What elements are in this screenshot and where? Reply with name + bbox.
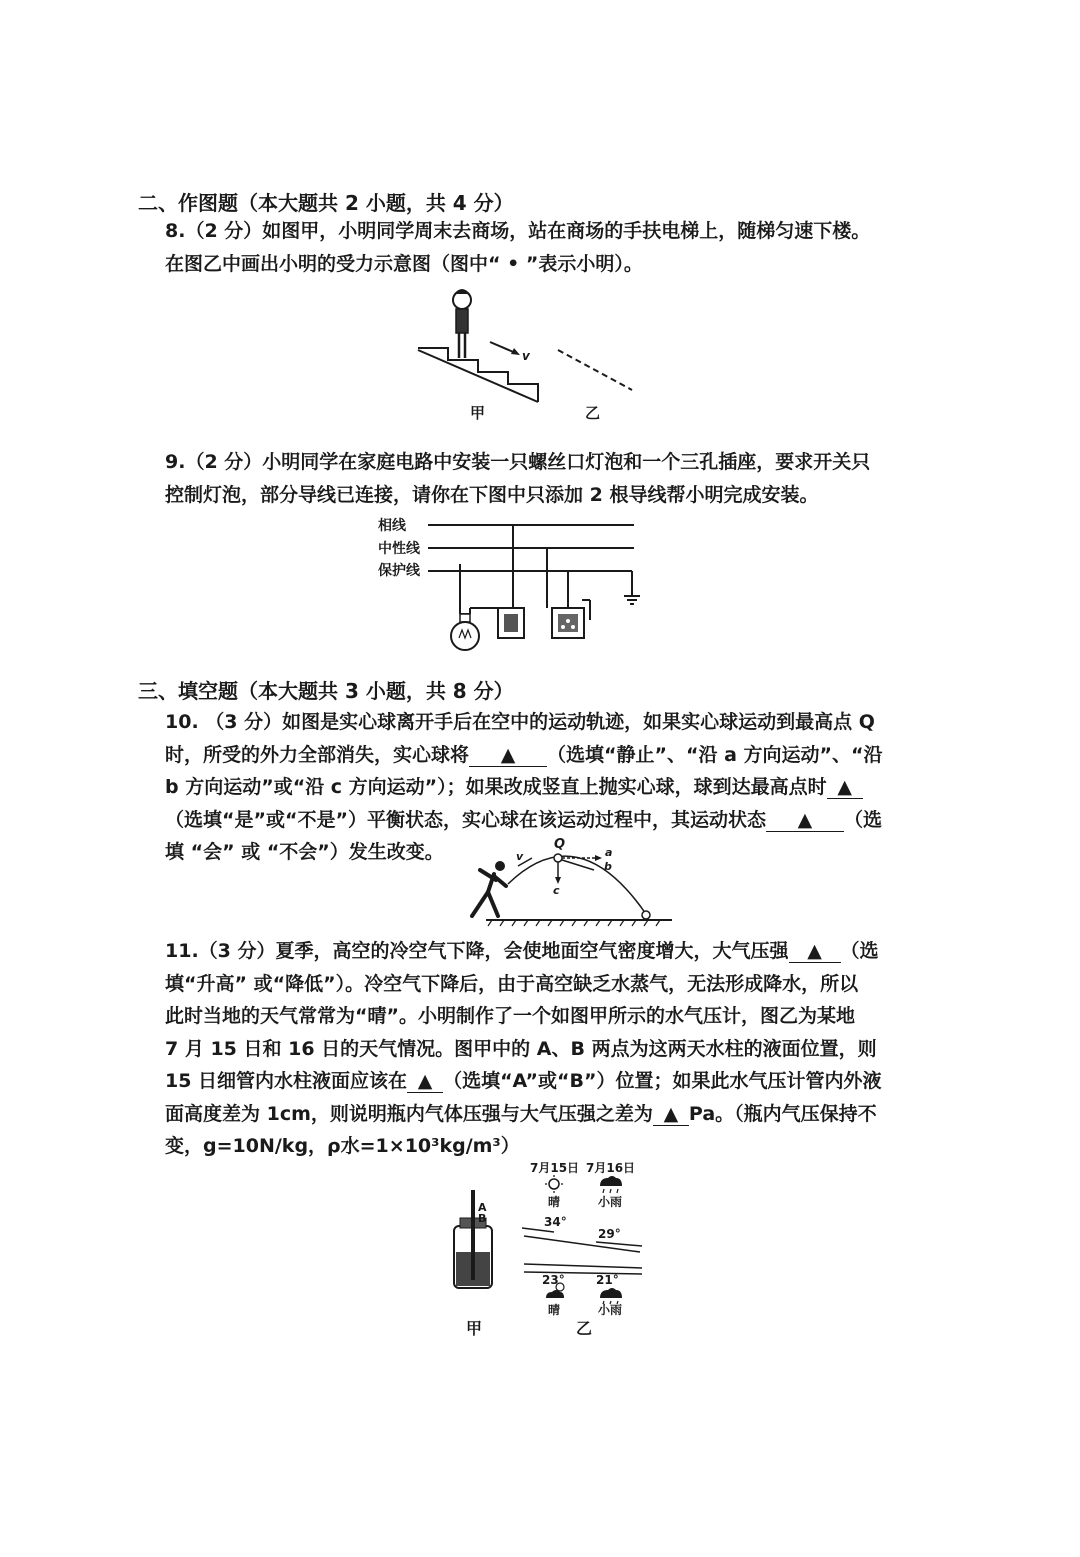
q11-line3: 此时当地的天气常常为“晴”。小明制作了一个如图甲所示的水气压计，图乙为某地 (165, 1005, 855, 1027)
q11-line5-text-b: （选填“A”或“B”）位置；如果此水气压计管内外液 (443, 1070, 882, 1092)
section-title-fill-in: 三、填空题（本大题共 3 小题，共 8 分） (138, 679, 514, 703)
high-temp-day1: 34° (544, 1215, 567, 1229)
ground-icon (624, 596, 640, 604)
q8-velocity-label: v (522, 349, 530, 363)
q10-line3-text: b 方向运动”或“沿 c 方向运动”）；如果改成竖直上抛实心球，球到达最高点时 (165, 776, 827, 798)
high-temp-day2: 29° (598, 1227, 621, 1241)
q11-line6-text-a: 面高度差为 1cm，则说明瓶内气体压强与大气压强之差为 (165, 1102, 653, 1125)
bulb-icon (451, 614, 479, 650)
ground-wire-label: 保护线 (378, 563, 420, 579)
q11-line6 (165, 1098, 890, 1131)
point-b-label: B (478, 1212, 487, 1225)
question-9 (165, 446, 890, 511)
question-8 (165, 215, 890, 280)
q9-line1: 9.（2 分）小明同学在家庭电路中安装一只螺丝口灯泡和一个三孔插座，要求开关只 (165, 451, 871, 473)
night-rain-icon (600, 1288, 622, 1304)
q11-blank-2[interactable]: ▲ (407, 1070, 443, 1093)
q11-line5-text-a: 15 日细管内水柱液面应该在 (165, 1070, 408, 1092)
q11-blank-3[interactable]: ▲ (653, 1103, 689, 1126)
q10-line1: 10. （3 分）如图是实心球离开手后在空中的运动轨迹，如果实心球运动到最高点 Q (165, 711, 875, 733)
q10-line4 (165, 804, 890, 837)
q10-line4-text-a: （选填“是”或“不是”）平衡状态，实心球在该运动过程中，其运动状态 (165, 808, 766, 831)
q9-circuit-figure (370, 512, 670, 667)
thrower-icon (472, 861, 506, 916)
section-title-drawing: 二、作图题（本大题共 2 小题，共 4 分） (138, 191, 514, 215)
date-july16: 7月16日 (586, 1161, 636, 1175)
q11-line2: 填“升高” 或“降低”）。冷空气下降后，由于高空缺乏水蒸气，无法形成降水，所以 (165, 972, 859, 995)
q8-label-jia: 甲 (470, 404, 486, 422)
q11-line5 (165, 1065, 890, 1098)
sun-icon (545, 1175, 563, 1193)
dir-a-label: a (605, 846, 613, 859)
q10-blank-2[interactable]: ▲ (827, 776, 863, 799)
point-a-label: A (478, 1201, 487, 1214)
q10-line2-text-b: （选填“静止”、“沿 a 方向运动”、“沿 (547, 743, 883, 766)
q10-line2-text-a: 时，所受的外力全部消失，实心球将 (165, 743, 470, 766)
q8-label-yi: 乙 (585, 404, 601, 422)
escalator-stairs (418, 348, 538, 398)
weather-day1: 晴 (548, 1195, 561, 1209)
weather-day2: 小雨 (598, 1195, 623, 1209)
rain-cloud-icon (600, 1176, 622, 1193)
q11-line7: 变，g=10N/kg，ρ水=1×10³kg/m³） (165, 1135, 520, 1157)
ball-at-q (554, 854, 562, 862)
ball-landing (642, 911, 650, 919)
person-xiaoming-icon (453, 289, 471, 358)
socket-icon (552, 608, 584, 638)
q10-line4-text-b: （选 (843, 808, 882, 831)
switch-icon (498, 608, 524, 638)
date-july15: 7月15日 (530, 1161, 580, 1175)
q11-label-jia: 甲 (466, 1319, 483, 1338)
q11-line1-text-b: （选 (840, 940, 879, 962)
question-11 (165, 935, 890, 1163)
q10-trajectory-figure (458, 836, 678, 928)
low-temp-day2: 21° (596, 1273, 619, 1287)
q11-blank-1[interactable]: ▲ (789, 940, 841, 963)
q9-line2: 控制灯泡，部分导线已连接，请你在下图中只添加 2 根导线帮小明完成安装。 (165, 483, 819, 506)
incline-dashed-line (558, 350, 632, 390)
dir-b-label: b (604, 860, 612, 873)
live-wire-label: 相线 (378, 518, 406, 534)
q10-line5: 填 “会” 或 “不会”）发生改变。 (165, 841, 444, 863)
q8-figure (410, 280, 650, 425)
q10-velocity-label: v (516, 850, 524, 863)
q10-blank-3[interactable]: ▲ (766, 809, 844, 832)
dir-c-label: c (553, 884, 560, 897)
neutral-wire-label: 中性线 (378, 541, 420, 557)
weather-night1: 晴 (548, 1303, 561, 1317)
weather-night2: 小雨 (598, 1303, 623, 1317)
low-temp-day1: 23° (542, 1273, 565, 1287)
q10-line2 (165, 739, 890, 772)
q8-line1: 8.（2 分）如图甲，小明同学周末去商场，站在商场的手扶电梯上，随梯匀速下楼。 (165, 220, 871, 242)
q11-line6-text-b: Pa。（瓶内气压保持不 (688, 1102, 877, 1125)
q11-label-yi: 乙 (576, 1319, 593, 1338)
q10-line3 (165, 771, 890, 804)
q10-blank-1[interactable]: ▲ (469, 744, 547, 767)
q11-line4: 7 月 15 日和 16 日的天气情况。图甲中的 A、B 两点为这两天水柱的液面位置，则 (165, 1037, 877, 1060)
q11-line1 (165, 935, 890, 968)
q11-line1-text-a: 11.（3 分）夏季，高空的冷空气下降，会使地面空气密度增大，大气压强 (165, 940, 789, 962)
q11-figure (436, 1156, 656, 1342)
point-q-label: Q (554, 837, 566, 852)
q8-line2: 在图乙中画出小明的受力示意图（图中“ • ”表示小明）。 (165, 252, 643, 275)
